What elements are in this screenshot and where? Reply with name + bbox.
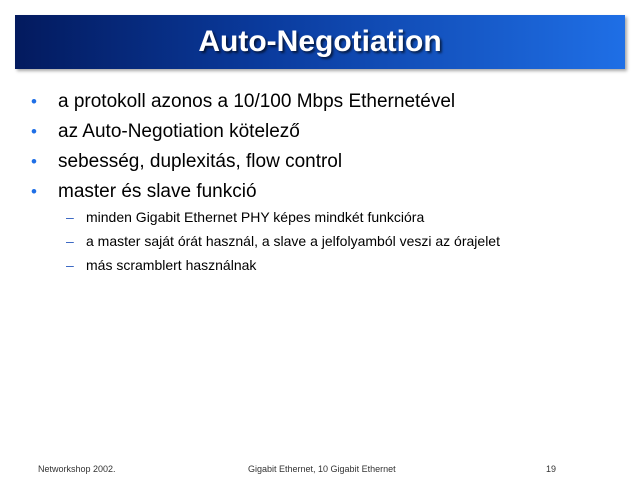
bullet-text: sebesség, duplexitás, flow control	[58, 151, 343, 172]
sub-bullet-text: minden Gigabit Ethernet PHY képes mindkét funkcióra	[86, 209, 425, 225]
sub-bullet-text: más scramblert használnak	[86, 257, 257, 273]
bullet-text: master és slave funkció	[58, 181, 257, 202]
sub-bullet-marker: –	[66, 233, 74, 249]
slide-title: Auto-Negotiation	[198, 25, 442, 58]
bullet-text: a protokoll azonos a 10/100 Mbps Ethernetével	[58, 91, 456, 112]
bullet-item	[30, 180, 610, 210]
bullet-marker: •	[31, 182, 37, 201]
sub-bullet-marker: –	[66, 209, 74, 225]
bullet-marker: •	[31, 122, 37, 141]
sub-bullet-item	[66, 255, 606, 279]
sub-bullet-text: a master saját órát használ, a slave a jelfolyamból veszi az órajelet	[86, 233, 500, 249]
footer-topic: Gigabit Ethernet, 10 Gigabit Ethernet	[248, 464, 396, 474]
bullet-item	[30, 120, 610, 150]
bullet-item	[30, 150, 610, 180]
bullet-marker: •	[31, 152, 37, 171]
page-number: 19	[546, 464, 557, 474]
bullet-list	[30, 90, 610, 210]
sub-bullet-marker: –	[66, 257, 74, 273]
footer-event: Networkshop 2002.	[38, 464, 116, 474]
sub-bullet-list	[66, 207, 606, 279]
sub-bullet-item	[66, 207, 606, 231]
bullet-item	[30, 90, 610, 120]
bullet-marker: •	[31, 92, 37, 111]
title-bar	[15, 15, 625, 69]
bullet-text: az Auto-Negotiation kötelező	[58, 121, 300, 142]
sub-bullet-item	[66, 231, 606, 255]
